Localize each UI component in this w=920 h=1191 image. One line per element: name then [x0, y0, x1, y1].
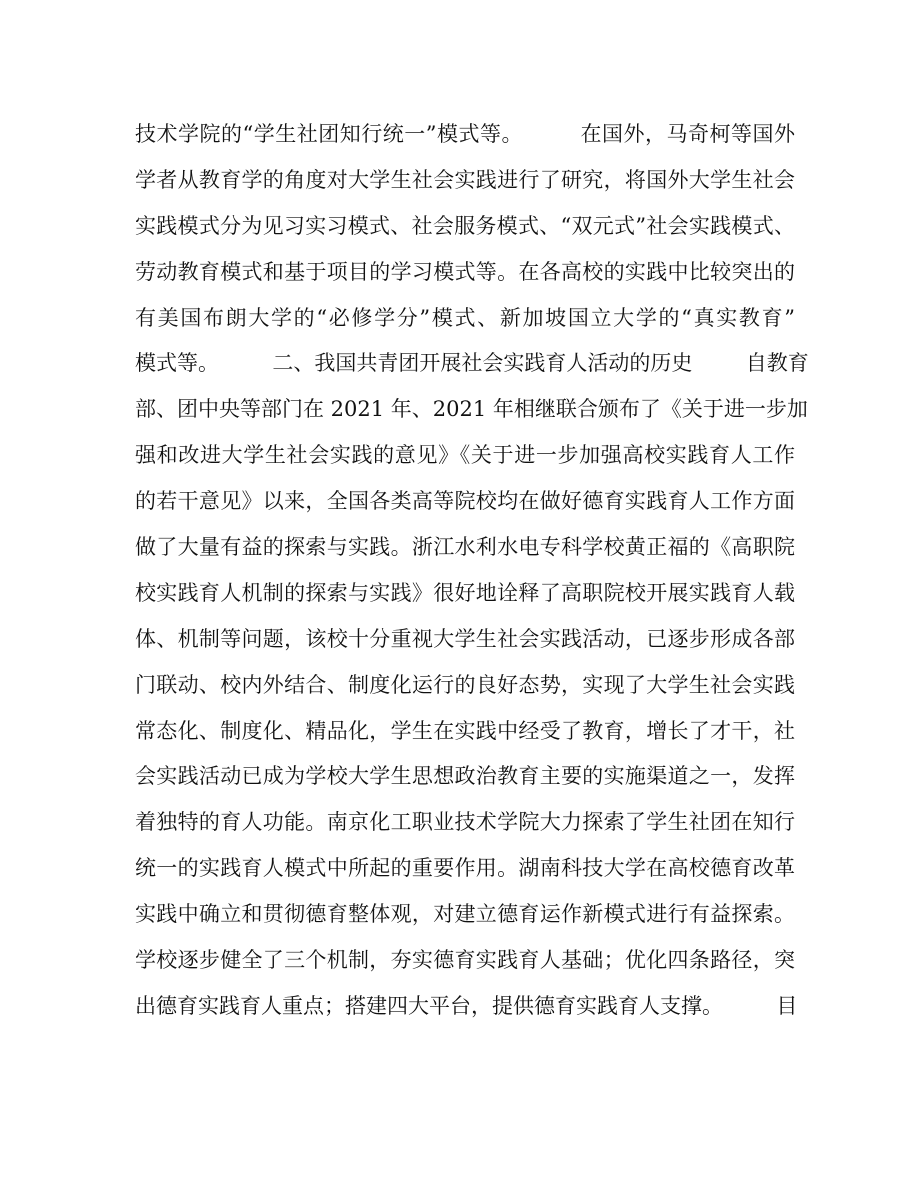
text-line: 出德育实践育人重点；搭建四大平台，提供德育实践育人支撑。 目 [135, 993, 798, 1018]
text-line: 校实践育人机制的探索与实践》很好地诠释了高职院校开展实践育人载 [135, 580, 795, 605]
text-line: 强和改进大学生社会实践的意见》《关于进一步加强高校实践育人工作 [135, 443, 795, 468]
text-line: 着独特的育人功能。南京化工职业技术学院大力探索了学生社团在知行 [135, 810, 795, 835]
text-line: 门联动、校内外结合、制度化运行的良好态势，实现了大学生社会实践 [135, 672, 795, 697]
text-line: 模式等。 二、我国共青团开展社会实践育人活动的历史 自教育 [135, 351, 809, 376]
text-line: 实践模式分为见习实习模式、社会服务模式、“双元式”社会实践模式、 [135, 213, 795, 238]
body-text [135, 112, 809, 1030]
text-line: 做了大量有益的探索与实践。浙江水利水电专科学校黄正福的《高职院 [135, 535, 795, 560]
text-line: 统一的实践育人模式中所起的重要作用。湖南科技大学在高校德育改革 [135, 856, 795, 881]
text-line: 常态化、制度化、精品化，学生在实践中经受了教育，增长了才干，社 [135, 718, 795, 743]
text-line: 的若干意见》以来，全国各类高等院校均在做好德育实践育人工作方面 [135, 489, 795, 514]
text-line: 实践中确立和贯彻德育整体观，对建立德育运作新模式进行有益探索。 [135, 902, 795, 927]
text-line: 劳动教育模式和基于项目的学习模式等。在各高校的实践中比较突出的 [135, 259, 795, 284]
text-line: 技术学院的“学生社团知行统一”模式等。 在国外，马奇柯等国外 [135, 122, 795, 146]
text-line: 体、机制等问题，该校十分重视大学生社会实践活动，已逐步形成各部 [135, 626, 795, 651]
text-line: 学者从教育学的角度对大学生社会实践进行了研究，将国外大学生社会 [135, 167, 795, 192]
text-line: 学校逐步健全了三个机制，夯实德育实践育人基础；优化四条路径，突 [135, 948, 795, 973]
text-line: 会实践活动已成为学校大学生思想政治教育主要的实施渠道之一，发挥 [135, 764, 795, 789]
text-line: 部、团中央等部门在 2021 年、2021 年相继联合颁布了《关于进一步加 [135, 397, 808, 422]
text-line: 有美国布朗大学的“必修学分”模式、新加坡国立大学的“真实教育” [135, 305, 795, 330]
